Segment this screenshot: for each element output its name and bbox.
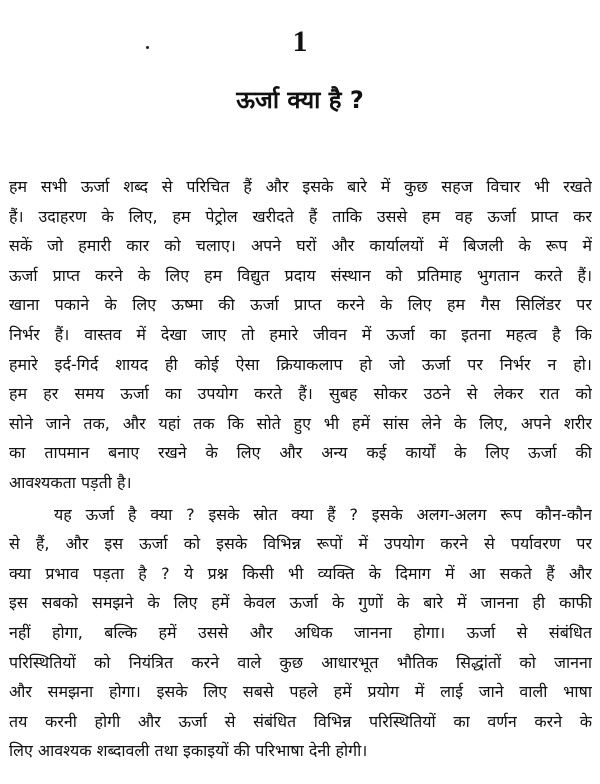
text-line: से हैं, और इस ऊर्जा को इसके विभिन्न रूपों में उपयोग करने से पर्यावरण पर xyxy=(9,534,592,554)
paragraph-2 xyxy=(9,500,592,766)
text-line: नहीं होगा, बल्कि हमें उससे और अधिक जानना होगा। ऊर्जा से संबंधित xyxy=(9,622,592,642)
text-line: ऊर्जा प्राप्त करने के लिए हम विद्युत प्रदाय संस्थान को प्रतिमाह भुगतान करते हैं। xyxy=(9,265,592,285)
text-line: निर्भर हैं। वास्तव में देखा जाए तो हमारे जीवन में ऊर्जा का इतना महत्व है कि xyxy=(9,324,592,344)
text-line: सकें जो हमारी कार को चलाए। अपने घरों और कार्यालयों में बिजली के रूप में xyxy=(9,236,592,256)
text-line: यह ऊर्जा है क्या ? इसके स्रोत क्या हैं ? इसके अलग-अलग रूप कौन-कौन xyxy=(54,504,592,524)
text-line: का तापमान बनाए रखने के लिए और अन्य कई कार्यों के लिए ऊर्जा की xyxy=(9,443,592,463)
text-line: हमारे इर्द-गिर्द शायद ही कोई ऐसा क्रियाकलाप हो जो ऊर्जा पर निर्भर न हो। xyxy=(9,354,592,374)
text-line: आवश्यकता पड़ती है। xyxy=(9,472,132,492)
text-line: लिए आवश्यक शब्दावली तथा इकाइयों की परिभाषा देनी होगी। xyxy=(9,741,368,761)
text-line: परिस्थितियों को नियंत्रित करने वाले कुछ आधारभूत भौतिक सिद्धांतों को जानना xyxy=(9,652,592,672)
text-line: खाना पकाने के लिए ऊष्मा की ऊर्जा प्राप्त करने के लिए हम गैस सिलिंडर पर xyxy=(9,295,592,315)
chapter-number: 1 xyxy=(292,25,308,58)
text-line: क्या प्रभाव पड़ता है ? ये प्रश्न किसी भी व्यक्ति के दिमाग में आ सकते हैं और xyxy=(9,563,592,583)
text-line: इस सबको समझने के लिए हमें केवल ऊर्जा के गुणों के बारे में जानना ही काफी xyxy=(9,593,592,613)
text-line: हम सभी ऊर्जा शब्द से परिचित हैं और इसके बारे में कुछ सहज विचार भी रखते xyxy=(9,177,592,196)
text-line: और समझना होगा। इसके लिए सबसे पहले हमें प्रयोग में लाई जाने वाली भाषा xyxy=(9,682,592,702)
body-text xyxy=(9,172,592,766)
chapter-title: ऊर्जा क्या है ? xyxy=(236,86,364,114)
text-line: हैं। उदाहरण के लिए, हम पेट्रोल खरीदते हैं ताकि उससे हम वह ऊर्जा प्राप्त कर xyxy=(9,206,592,226)
paragraph-1 xyxy=(9,172,592,498)
text-line: सोने जाने तक, और यहां तक कि सोते हुए भी हमें सांस लेने के लिए, अपने शरीर xyxy=(9,413,592,433)
text-line: तय करनी होगी और ऊर्जा से संबंधित विभिन्न परिस्थितियों का वर्णन करने के xyxy=(9,711,592,731)
text-line: हम हर समय ऊर्जा का उपयोग करते हैं। सुबह सोकर उठने से लेकर रात को xyxy=(9,384,592,404)
